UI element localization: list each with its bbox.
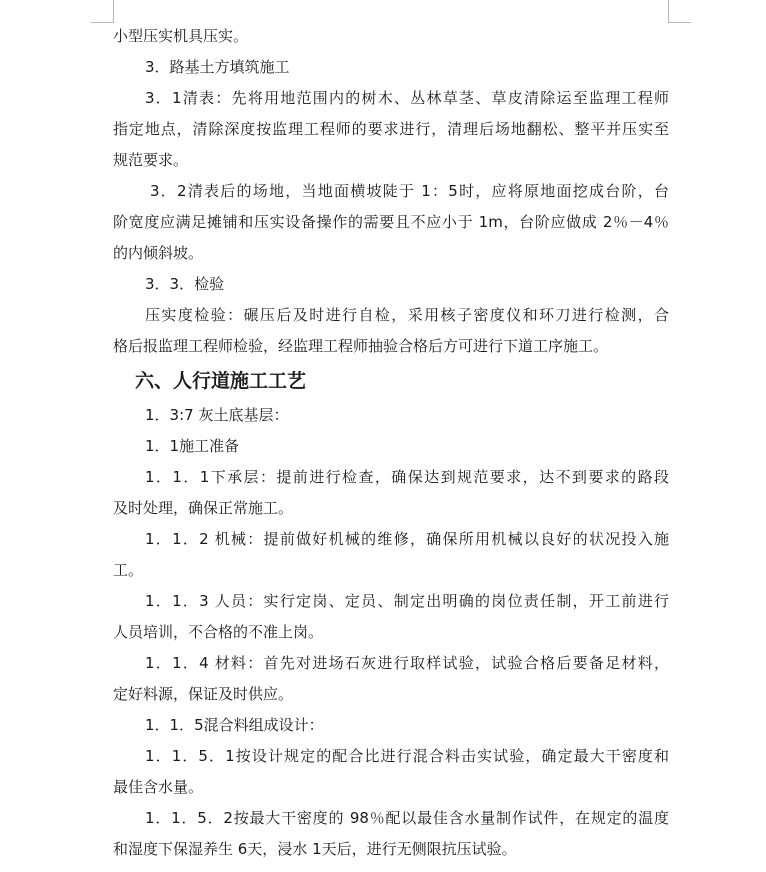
paragraph-line: 1．1．1下承层：提前进行检查，确保达到规范要求，达不到要求的路段 (145, 468, 669, 486)
section-heading-3: 3．路基土方填筑施工 (145, 58, 290, 76)
paragraph-line: 格后报监理工程师检验，经监理工程师抽验合格后方可进行下道工序施工。 (113, 337, 609, 355)
paragraph-line: 3．2清表后的场地，当地面横坡陡于 1：5时，应将原地面挖成台阶，台 (150, 182, 669, 200)
paragraph-line: 1．1．4 材料：首先对进场石灰进行取样试验，试验合格后要备足材料， (145, 654, 669, 672)
paragraph-line: 定好料源，保证及时供应。 (113, 685, 294, 703)
paragraph-line: 指定地点，清除深度按监理工程师的要求进行，清理后场地翻松、整平并压实至 (113, 120, 669, 138)
paragraph-line: 1．1．2 机械：提前做好机械的维修，确保所用机械以良好的状况投入施 (145, 530, 669, 548)
paragraph-line: 及时处理，确保正常施工。 (113, 499, 294, 517)
paragraph-line: 的内倾斜坡。 (113, 244, 204, 262)
paragraph-line: 1．1．5混合料组成设计： (145, 716, 324, 734)
document-body[interactable] (113, 21, 669, 865)
margin-corner-mark-right (668, 0, 691, 23)
paragraph-line: 规范要求。 (113, 151, 189, 169)
paragraph-line: 压实度检验：碾压后及时进行自检，采用核子密度仪和环刀进行检测，合 (145, 306, 669, 324)
paragraph-line: 最佳含水量。 (113, 778, 204, 796)
paragraph-line: 1．1．3 人员：实行定岗、定员、制定出明确的岗位责任制，开工前进行 (145, 592, 669, 610)
paragraph-line: 工。 (113, 561, 144, 579)
paragraph-line: 阶宽度应满足摊铺和压实设备操作的需要且不应小于 1m，台阶应做成 2％－4％ (113, 213, 669, 231)
margin-corner-mark-left (91, 0, 114, 23)
subsection-heading-3-3: 3．3．检验 (145, 275, 225, 293)
paragraph-line: 和湿度下保湿养生 6天，浸水 1天后，进行无侧限抗压试验。 (113, 840, 517, 858)
paragraph-line: 1．1．5．1按设计规定的配合比进行混合料击实试验，确定最大干密度和 (145, 747, 669, 765)
paragraph-line: 1．1．5．2按最大干密度的 98％配以最佳含水量制作试件，在规定的温度 (145, 809, 669, 827)
section-heading-1: 1．3:7 灰土底基层： (145, 406, 289, 424)
chapter-heading: 六、人行道施工工艺 (135, 370, 307, 392)
paragraph-line: 人员培训，不合格的不准上岗。 (113, 623, 324, 641)
subsection-heading-1-1: 1．1施工准备 (145, 437, 240, 455)
paragraph-line: 3．1清表：先将用地范围内的树木、丛林草茎、草皮清除运至监理工程师 (145, 89, 669, 107)
paragraph-line: 小型压实机具压实。 (113, 27, 249, 45)
